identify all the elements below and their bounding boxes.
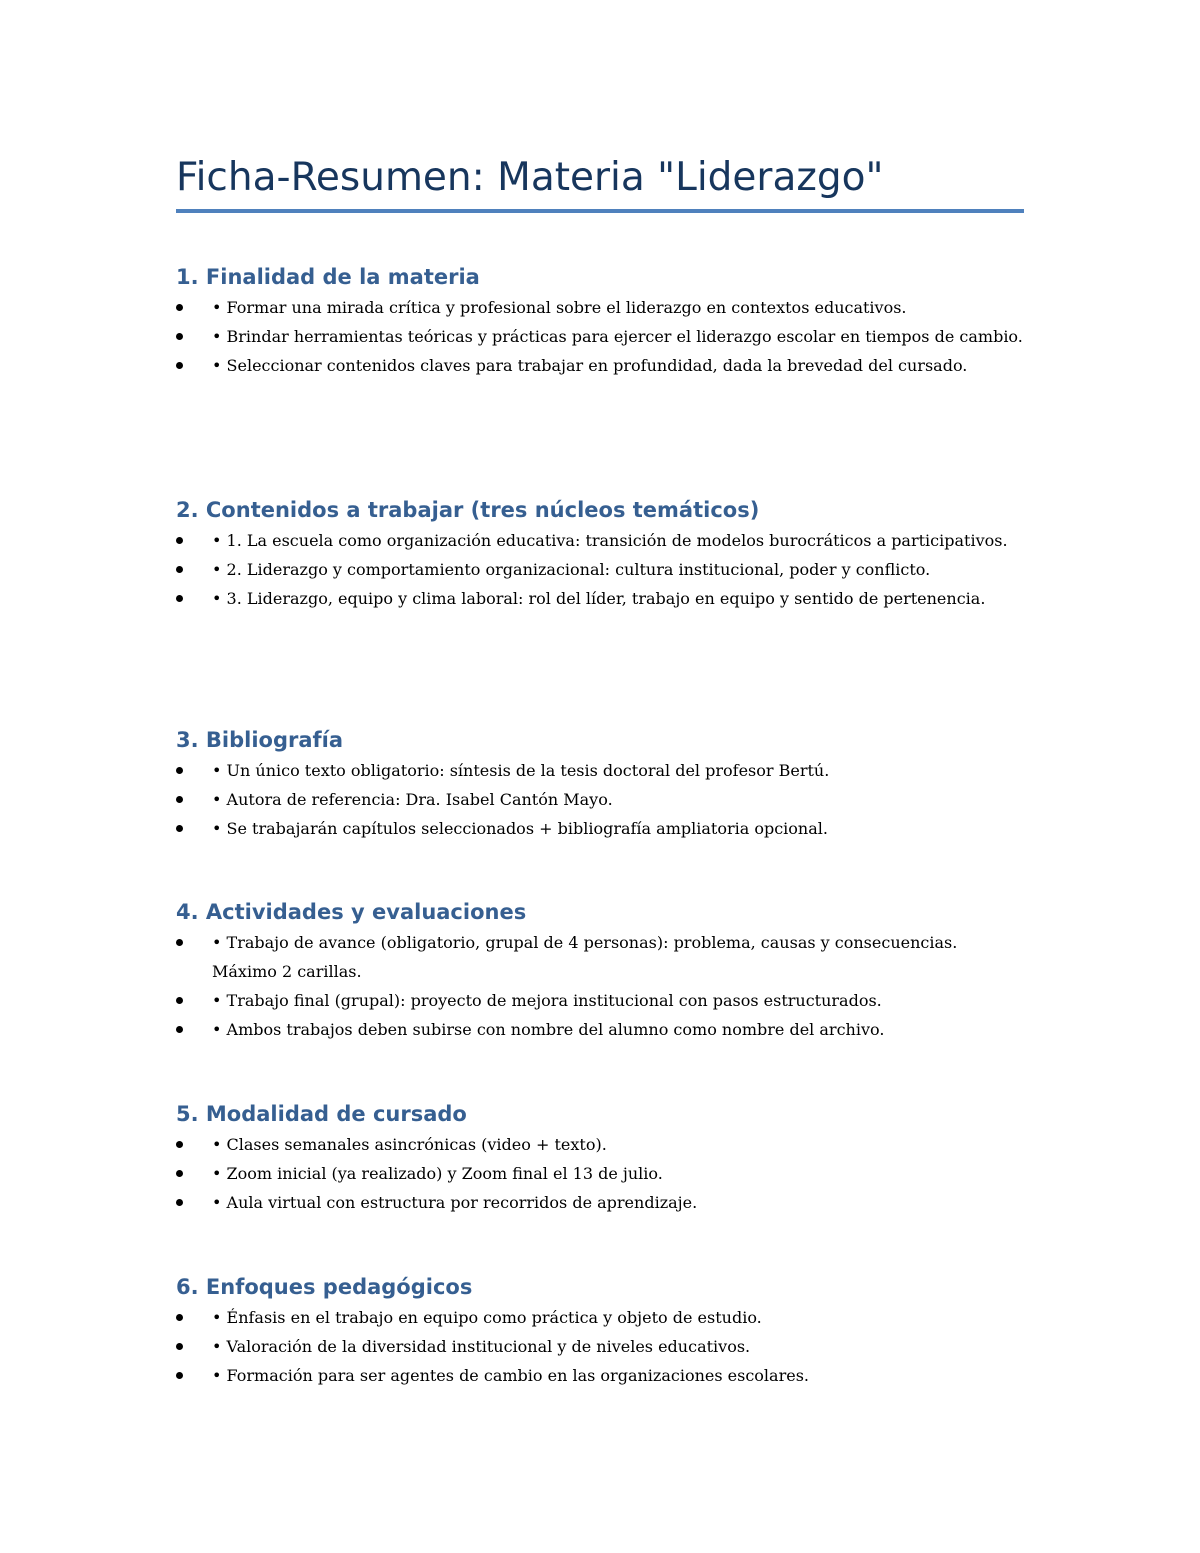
bullet-icon: [176, 1170, 183, 1177]
list-item: [176, 1188, 1026, 1217]
bullet-icon: [176, 362, 183, 369]
bullet-icon: [176, 595, 183, 602]
bullet-list: [176, 1303, 1026, 1390]
list-item: [176, 293, 1026, 322]
bullet-icon: [176, 1141, 183, 1148]
list-item-text: • Formar una mirada crítica y profesional sobre el liderazgo en contextos educativos.: [212, 298, 907, 317]
bullet-icon: [176, 566, 183, 573]
bullet-icon: [176, 1372, 183, 1379]
list-item: [176, 351, 1026, 380]
list-item-text: • Énfasis en el trabajo en equipo como práctica y objeto de estudio.: [212, 1308, 762, 1327]
list-item-text: • Brindar herramientas teóricas y prácticas para ejercer el liderazgo escolar en tiempos de cambio.: [212, 327, 1023, 346]
list-item: [176, 1159, 1026, 1188]
list-item: [176, 1015, 1026, 1044]
list-item-text: • Zoom inicial (ya realizado) y Zoom final el 13 de julio.: [212, 1164, 663, 1183]
section-heading: 2. Contenidos a trabajar (tres núcleos temáticos): [176, 498, 760, 522]
list-item-text: • Trabajo de avance (obligatorio, grupal de 4 personas): problema, causas y consecuencias. Máximo 2 carillas.: [212, 933, 958, 981]
bullet-icon: [176, 939, 183, 946]
list-item: [176, 555, 1026, 584]
section-contenidos: [176, 494, 1026, 613]
list-item: [176, 1361, 1026, 1390]
list-item: [176, 584, 1026, 613]
section-heading: 1. Finalidad de la materia: [176, 265, 480, 289]
list-item: [176, 814, 1026, 843]
bullet-icon: [176, 1314, 183, 1321]
section-actividades: [176, 896, 1026, 1044]
bullet-icon: [176, 796, 183, 803]
bullet-list: [176, 1130, 1026, 1217]
list-item-text: • Trabajo final (grupal): proyecto de mejora institucional con pasos estructurados.: [212, 991, 882, 1010]
list-item-text: • Autora de referencia: Dra. Isabel Cantón Mayo.: [212, 790, 613, 809]
section-bibliografia: [176, 724, 1026, 843]
list-item-text: • Ambos trabajos deben subirse con nombre del alumno como nombre del archivo.: [212, 1020, 885, 1039]
list-item-text: • Un único texto obligatorio: síntesis de la tesis doctoral del profesor Bertú.: [212, 761, 830, 780]
section-heading: 3. Bibliografía: [176, 728, 344, 752]
list-item-text: • 3. Liderazgo, equipo y clima laboral: rol del líder, trabajo en equipo y sentido de pertenencia.: [212, 589, 986, 608]
list-item: [176, 928, 1026, 986]
list-item: [176, 756, 1026, 785]
section-modalidad: [176, 1098, 1026, 1217]
section-enfoques: [176, 1271, 1026, 1390]
section-heading: 4. Actividades y evaluaciones: [176, 900, 527, 924]
bullet-icon: [176, 537, 183, 544]
bullet-icon: [176, 1026, 183, 1033]
list-item-text: • Se trabajarán capítulos seleccionados + bibliografía ampliatoria opcional.: [212, 819, 828, 838]
bullet-list: [176, 928, 1026, 1044]
title-underline: [176, 209, 1024, 213]
list-item: [176, 526, 1026, 555]
bullet-list: [176, 293, 1026, 380]
bullet-icon: [176, 1343, 183, 1350]
bullet-icon: [176, 997, 183, 1004]
bullet-icon: [176, 767, 183, 774]
list-item-text: • 1. La escuela como organización educativa: transición de modelos burocráticos a participativos.: [212, 531, 1008, 550]
list-item-text: • Valoración de la diversidad institucional y de niveles educativos.: [212, 1337, 751, 1356]
list-item-text: • Clases semanales asincrónicas (video + texto).: [212, 1135, 607, 1154]
list-item-text: • Seleccionar contenidos claves para trabajar en profundidad, dada la brevedad del cursado.: [212, 356, 968, 375]
section-finalidad: [176, 261, 1026, 380]
list-item: [176, 1332, 1026, 1361]
section-heading: 6. Enfoques pedagógicos: [176, 1275, 473, 1299]
list-item: [176, 785, 1026, 814]
list-item: [176, 1303, 1026, 1332]
list-item: [176, 986, 1026, 1015]
page-title: Ficha-Resumen: Materia "Liderazgo": [176, 155, 884, 200]
section-heading: 5. Modalidad de cursado: [176, 1102, 467, 1126]
bullet-icon: [176, 333, 183, 340]
bullet-icon: [176, 1199, 183, 1206]
list-item-text: • Aula virtual con estructura por recorridos de aprendizaje.: [212, 1193, 698, 1212]
list-item-text: • Formación para ser agentes de cambio en las organizaciones escolares.: [212, 1366, 809, 1385]
bullet-list: [176, 756, 1026, 843]
list-item: [176, 1130, 1026, 1159]
list-item: [176, 322, 1026, 351]
list-item-text: • 2. Liderazgo y comportamiento organizacional: cultura institucional, poder y conflicto.: [212, 560, 931, 579]
bullet-icon: [176, 304, 183, 311]
bullet-list: [176, 526, 1026, 613]
bullet-icon: [176, 825, 183, 832]
